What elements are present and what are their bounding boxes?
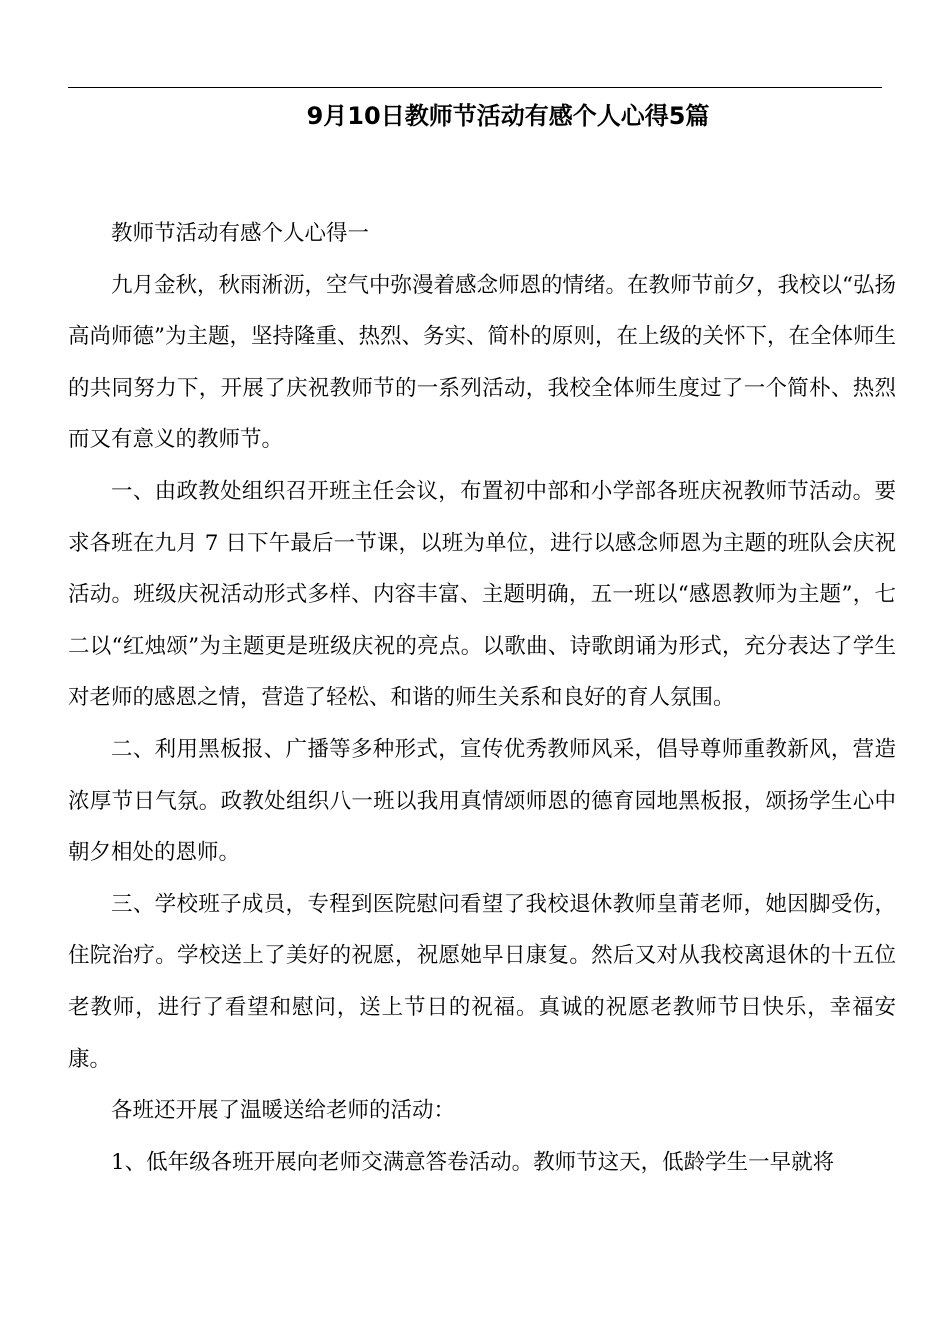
body-paragraph: 二、利用黑板报、广播等多种形式，宣传优秀教师风采，倡导尊师重教新风，营造浓厚节日气氛。政教处组织八一班以我用真情颂师恩的德育园地黑板报，颂扬学生心中朝夕相处的恩师。 xyxy=(68,736,896,866)
body-paragraph: 九月金秋，秋雨淅沥，空气中弥漫着感念师恩的情绪。在教师节前夕，我校以“弘扬高尚师德”为主题，坚持隆重、热烈、务实、简朴的原则，在上级的关怀下，在全体师生的共同努力下，开展了庆祝教师节的一系列活动，我校全体师生度过了一个简朴、热烈而又有意义的教师节。 xyxy=(68,272,896,453)
body-paragraph: 1、低年级各班开展向老师交满意答卷活动。教师节这天，低龄学生一早就将 xyxy=(111,1149,835,1175)
header-rule xyxy=(68,87,882,88)
section-heading: 教师节活动有感个人心得一 xyxy=(111,221,370,246)
body-paragraph: 三、学校班子成员，专程到医院慰问看望了我校退休教师皇莆老师，她因脚受伤，住院治疗。学校送上了美好的祝愿，祝愿她早日康复。然后又对从我校离退休的十五位老教师，进行了看望和慰问，送上节日的祝福。真诚的祝愿老教师节日快乐，幸福安康。 xyxy=(68,891,896,1072)
body-paragraph: 一、由政教处组织召开班主任会议，布置初中部和小学部各班庆祝教师节活动。要求各班在九月 7 日下午最后一节课，以班为单位，进行以感念师恩为主题的班队会庆祝活动。班级庆祝活动形式多样、内容丰富、主题明确，五一班以“感恩教师为主题”，七二以“红烛颂”为主题更是班级庆祝的亮点。以歌曲、诗歌朗诵为形式，充分表达了学生对老师的感恩之情，营造了轻松、和谐的师生关系和良好的育人氛围。 xyxy=(68,478,896,711)
document-body xyxy=(68,208,896,1188)
body-paragraph: 各班还开展了温暖送给老师的活动： xyxy=(111,1098,456,1124)
document-title: 9月10日教师节活动有感个人心得5篇 xyxy=(306,102,710,130)
